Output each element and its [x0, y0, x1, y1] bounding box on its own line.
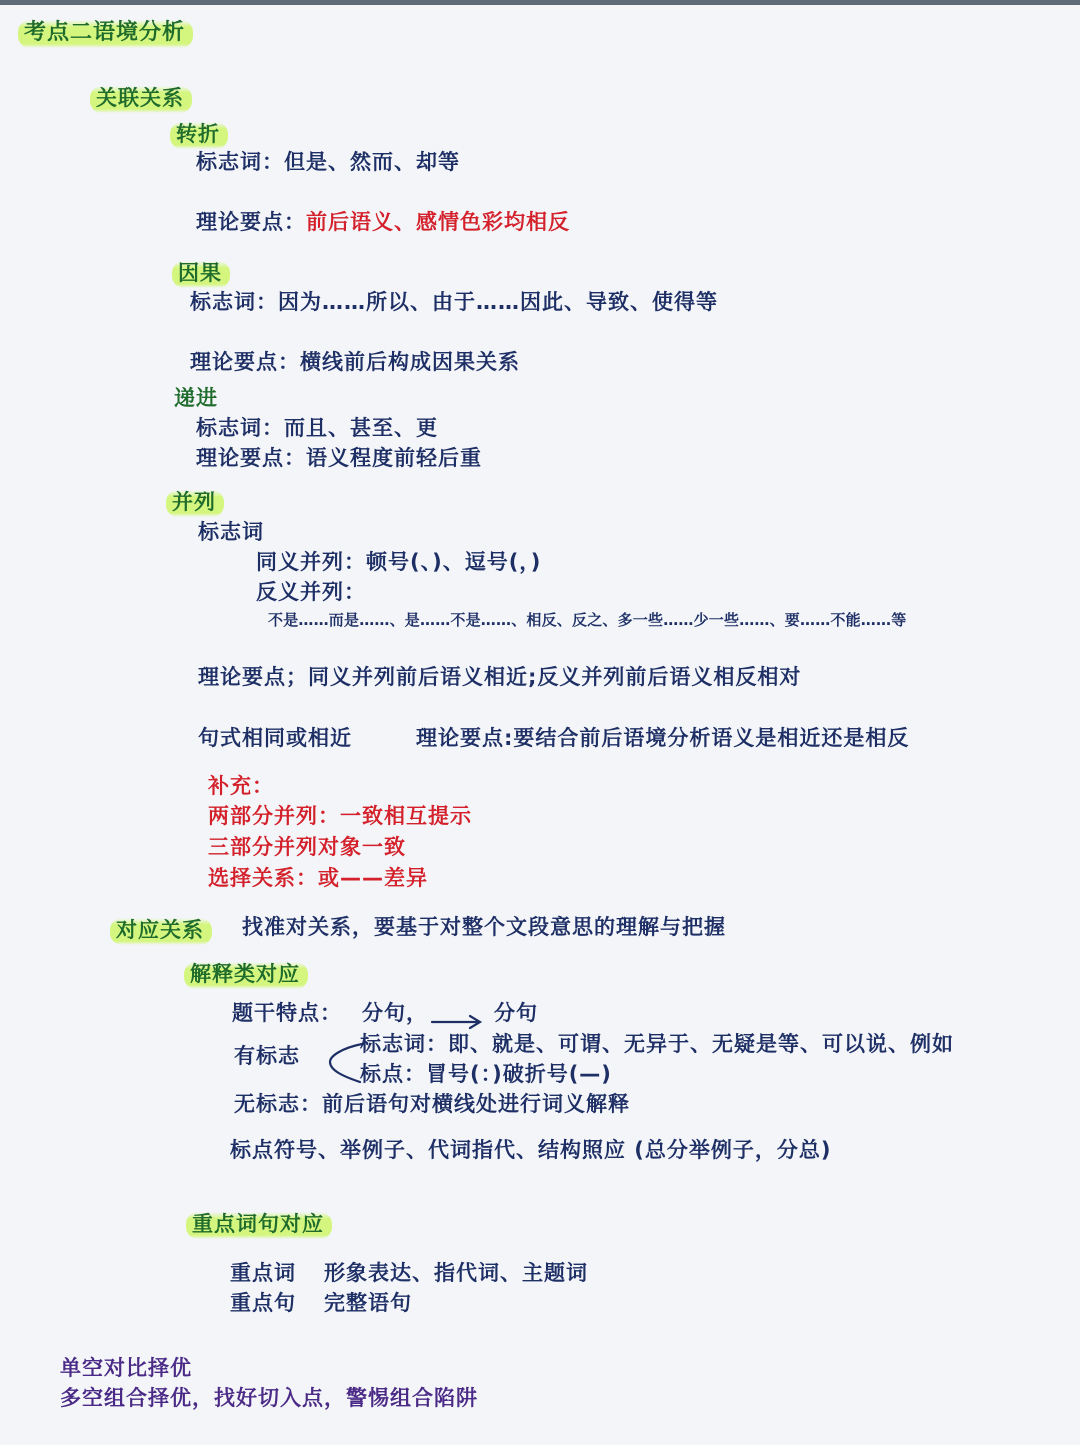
- zhongdian-word-items: 形象表达、指代词、主题词: [324, 1261, 588, 1285]
- correspondence-description: 找准对关系，要基于对整个文段意思的理解与把握: [242, 915, 726, 939]
- jieshi-feature-right: 分句: [494, 1001, 538, 1025]
- binglie-synonym: 同义并列：顿号(、)、逗号(，): [256, 550, 542, 574]
- dijin-markers: 标志词：而且、甚至、更: [196, 416, 438, 440]
- yinguo-theory: 理论要点：横线前后构成因果关系: [190, 350, 520, 374]
- binglie-theory-2: 理论要点:要结合前后语境分析语义是相近还是相反: [416, 726, 910, 750]
- jieshi-punctuation: 标点：冒号(：)破折号(—): [360, 1062, 612, 1086]
- dijin-theory: 理论要点：语义程度前轻后重: [196, 446, 482, 470]
- zhuanzhe-markers: 标志词：但是、然而、却等: [196, 150, 460, 174]
- binglie-theory: 理论要点；同义并列前后语义相近;反义并列前后语义相反相对: [198, 665, 802, 689]
- supplement-label: 补充：: [208, 774, 274, 798]
- subheading-zhuanzhe: 转折: [170, 122, 228, 149]
- jieshi-unmarked: 无标志：前后语句对横线处进行词义解释: [234, 1092, 630, 1116]
- zhuanzhe-theory-text: 前后语义、感情色彩均相反: [306, 210, 570, 234]
- jieshi-other-methods: 标点符号、举例子、代词指代、结构照应 (总分举例子，分总): [230, 1138, 832, 1162]
- subheading-dijin: 递进: [174, 386, 218, 410]
- yinguo-markers: 标志词：因为……所以、由于……因此、导致、使得等: [190, 290, 718, 314]
- subheading-zhongdian: 重点词句对应: [186, 1212, 332, 1239]
- zhongdian-sentence-items: 完整语句: [324, 1291, 412, 1315]
- supplement-line-2: 三部分并列对象一致: [208, 835, 406, 859]
- page-title: 考点二语境分析: [18, 20, 193, 48]
- zhongdian-sentence-label: 重点句: [230, 1291, 296, 1315]
- jieshi-marked-label: 有标志: [234, 1044, 300, 1068]
- supplement-line-1: 两部分并列：一致相互提示: [208, 804, 472, 828]
- binglie-sentence-pattern: 句式相同或相近: [198, 726, 352, 750]
- footer-line-2: 多空组合择优，找好切入点，警惕组合陷阱: [60, 1386, 478, 1410]
- supplement-line-3: 选择关系：或——差异: [208, 866, 428, 890]
- jieshi-feature-label: 题干特点：: [232, 1001, 342, 1025]
- subheading-yinguo: 因果: [172, 261, 230, 288]
- section-heading-correspondence: 对应关系: [110, 918, 212, 945]
- brace-connector: [330, 1044, 362, 1082]
- binglie-antonym: 反义并列：: [256, 580, 366, 604]
- subheading-jieshi: 解释类对应: [184, 962, 308, 989]
- zhongdian-word-label: 重点词: [230, 1261, 296, 1285]
- binglie-antonym-examples: 不是……而是……、是……不是……、相反、反之、多一些……少一些……、要……不能……等: [268, 611, 907, 629]
- jieshi-marker-words: 标志词：即、就是、可谓、无异于、无疑是等、可以说、例如: [360, 1032, 954, 1056]
- section-heading-relation: 关联关系: [90, 86, 192, 113]
- zhuanzhe-theory-label: 理论要点：: [196, 210, 306, 234]
- footer-line-1: 单空对比择优: [60, 1356, 192, 1380]
- binglie-markers-label: 标志词: [198, 520, 264, 544]
- subheading-binglie: 并列: [166, 490, 224, 517]
- jieshi-feature-left: 分句，: [362, 1001, 428, 1025]
